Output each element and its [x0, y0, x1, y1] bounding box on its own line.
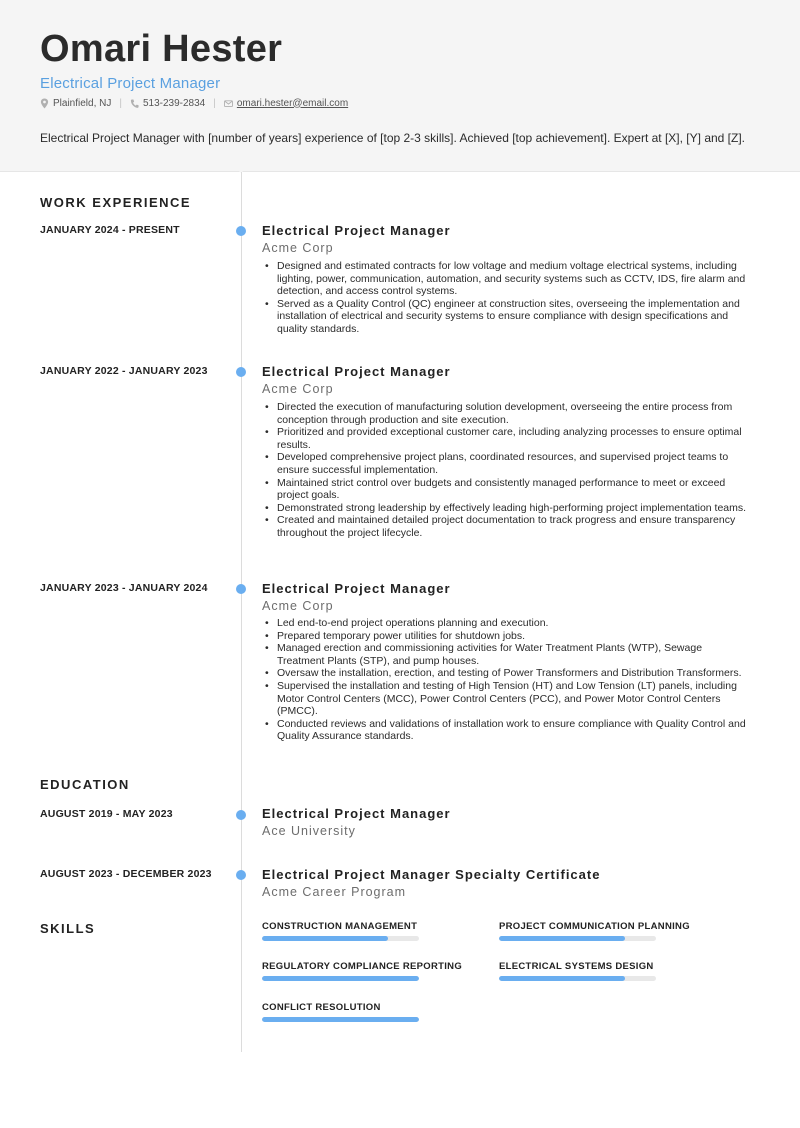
list-item: • Prioritized and provided exceptional customer care, including analyzing processes to ensure optimal results. [262, 426, 752, 451]
skills-heading: SKILLS [40, 921, 96, 936]
job-title: Electrical Project Manager [40, 75, 221, 92]
phone-contact [130, 98, 205, 109]
list-item: • Conducted reviews and validations of installation work to ensure compliance with Quality Control and Quality Assurance standards. [262, 718, 752, 743]
skill-item [262, 921, 452, 941]
skill-name: ELECTRICAL SYSTEMS DESIGN [499, 961, 654, 972]
skill-bar-fill [499, 936, 625, 941]
list-item: • Designed and estimated contracts for low voltage and medium voltage electrical systems, including lighting, power, communication, automation, and security systems such as CCTV, IDS, fire alarm and detection, and access control systems. [262, 260, 752, 298]
list-item: • Demonstrated strong leadership by effectively leading high-performing project implementation teams. [262, 502, 752, 515]
work-bullets [262, 260, 752, 336]
education-school: Acme Career Program [262, 885, 407, 899]
list-item: • Prepared temporary power utilities for shutdown jobs. [262, 630, 752, 643]
work-date: JANUARY 2023 - JANUARY 2024 [40, 582, 208, 594]
timeline-dot [236, 226, 246, 236]
work-company: Acme Corp [262, 382, 334, 396]
timeline-line [241, 172, 242, 1052]
skill-bar-fill [499, 976, 625, 981]
skill-bar [262, 1017, 419, 1022]
skill-bar-fill [262, 1017, 419, 1022]
contact-bar [40, 96, 348, 110]
skill-item [499, 921, 689, 941]
location-text: Plainfield, NJ [53, 97, 112, 109]
candidate-name: Omari Hester [40, 28, 283, 70]
skill-item [262, 961, 463, 981]
list-item: • Created and maintained detailed project documentation to track progress and ensure transparency throughout the project lifecycle. [262, 514, 752, 539]
phone-text: 513-239-2834 [142, 97, 206, 109]
timeline-dot [236, 870, 246, 880]
education-school: Ace University [262, 824, 356, 838]
work-role: Electrical Project Manager [262, 223, 451, 238]
list-item: • Supervised the installation and testing of High Tension (HT) and Low Tension (LT) panels, including Motor Control Centers (MCC), Power Control Centers (PCC), and Power Motor Control Centers (PMCC). [262, 680, 752, 718]
skill-name: REGULATORY COMPLIANCE REPORTING [262, 961, 463, 972]
list-item: • Maintained strict control over budgets and consistently managed performance to meet or exceed project goals. [262, 477, 752, 502]
email-contact[interactable] [224, 98, 348, 109]
work-role: Electrical Project Manager [262, 581, 451, 596]
skill-item [499, 961, 689, 981]
map-pin-icon [40, 98, 49, 109]
skill-bar-fill [262, 976, 419, 981]
skill-name: CONSTRUCTION MANAGEMENT [262, 921, 418, 932]
education-degree: Electrical Project Manager [262, 806, 451, 821]
timeline-dot [236, 367, 246, 377]
timeline-dot [236, 810, 246, 820]
resume-header [0, 0, 800, 172]
education-date: AUGUST 2023 - DECEMBER 2023 [40, 868, 212, 880]
work-date: JANUARY 2022 - JANUARY 2023 [40, 365, 208, 377]
list-item: • Served as a Quality Control (QC) engineer at construction sites, overseeing the implementation and installation of electrical and security systems to ensure compliance with design specifications and quality standards. [262, 298, 752, 336]
skill-name: PROJECT COMMUNICATION PLANNING [499, 921, 690, 932]
list-item: • Developed comprehensive project plans, coordinated resources, and supervised project teams to ensure successful implementation. [262, 451, 752, 476]
work-bullets [262, 401, 752, 540]
list-item: • Directed the execution of manufacturing solution development, overseeing the entire process from conception through production and site execution. [262, 401, 752, 426]
work-date: JANUARY 2024 - PRESENT [40, 224, 180, 236]
education-date: AUGUST 2019 - MAY 2023 [40, 808, 173, 820]
envelope-icon [224, 98, 233, 109]
skill-item [262, 1002, 452, 1022]
skill-bar-fill [262, 936, 388, 941]
timeline-dot [236, 584, 246, 594]
list-item: • Managed erection and commissioning activities for Water Treatment Plants (WTP), Sewage Treatment Plants (STP), and pump houses. [262, 642, 752, 667]
list-item: • Oversaw the installation, erection, and testing of Power Transformers and Distribution Transformers. [262, 667, 752, 680]
contact-separator: | [119, 97, 122, 109]
skill-bar [499, 936, 656, 941]
professional-summary: Electrical Project Manager with [number of years] experience of [top 2-3 skills]. Achieved [top achievement]. Expert at [X], [Y] and [Z]. [40, 131, 745, 145]
skill-name: CONFLICT RESOLUTION [262, 1002, 381, 1013]
skill-bar [262, 936, 419, 941]
skill-bar [262, 976, 419, 981]
work-experience-heading: WORK EXPERIENCE [40, 195, 192, 210]
education-heading: EDUCATION [40, 777, 130, 792]
work-company: Acme Corp [262, 599, 334, 613]
work-company: Acme Corp [262, 241, 334, 255]
work-role: Electrical Project Manager [262, 364, 451, 379]
email-link[interactable]: omari.hester@email.com [236, 97, 349, 109]
work-bullets [262, 617, 752, 743]
skill-bar [499, 976, 656, 981]
list-item: • Led end-to-end project operations planning and execution. [262, 617, 752, 630]
phone-icon [130, 98, 139, 109]
education-degree: Electrical Project Manager Specialty Certificate [262, 867, 601, 882]
contact-separator: | [213, 97, 216, 109]
location-contact [40, 98, 111, 109]
